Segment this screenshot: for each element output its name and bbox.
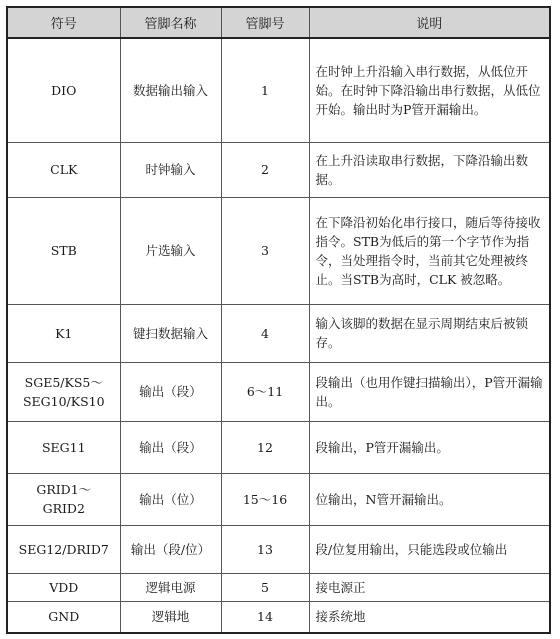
cell-symbol: VDD xyxy=(7,573,120,601)
cell-pin-number: 13 xyxy=(221,525,309,573)
cell-pin-name: 输出（段/位） xyxy=(120,525,221,573)
cell-symbol: CLK xyxy=(7,142,120,197)
cell-pin-name: 逻辑电源 xyxy=(120,573,221,601)
cell-pin-name: 输出（段） xyxy=(120,362,221,421)
table-row xyxy=(7,473,550,525)
cell-description: 段输出（也用作键扫描输出），P管开漏输出。 xyxy=(309,362,550,421)
table-row xyxy=(7,601,550,633)
cell-pin-number: 15～16 xyxy=(221,473,309,525)
table-row xyxy=(7,197,550,304)
cell-description: 段输出，P管开漏输出。 xyxy=(309,421,550,473)
cell-pin-number: 3 xyxy=(221,197,309,304)
cell-description: 接电源正 xyxy=(309,573,550,601)
table-row xyxy=(7,362,550,421)
header-description: 说明 xyxy=(309,7,550,38)
header-symbol: 符号 xyxy=(7,7,120,38)
cell-pin-name: 数据输出输入 xyxy=(120,38,221,142)
cell-symbol: K1 xyxy=(7,304,120,362)
table-row xyxy=(7,525,550,573)
cell-description: 段/位复用输出，只能选段或位输出 xyxy=(309,525,550,573)
table-body xyxy=(7,38,550,633)
header-row xyxy=(7,7,550,38)
cell-pin-name: 输出（位） xyxy=(120,473,221,525)
cell-pin-number: 12 xyxy=(221,421,309,473)
header-pin-number: 管脚号 xyxy=(221,7,309,38)
cell-description: 接系统地 xyxy=(309,601,550,633)
cell-symbol: SGE5/KS5～ SEG10/KS10 xyxy=(7,362,120,421)
cell-symbol: SEG12/DRID7 xyxy=(7,525,120,573)
cell-symbol: DIO xyxy=(7,38,120,142)
pin-description-table xyxy=(6,6,551,634)
cell-pin-number: 1 xyxy=(221,38,309,142)
header-pin-name: 管脚名称 xyxy=(120,7,221,38)
cell-description: 在时钟上升沿输入串行数据，从低位开始。在时钟下降沿输出串行数据，从低位开始。输出时为P管开漏输出。 xyxy=(309,38,550,142)
cell-pin-number: 4 xyxy=(221,304,309,362)
cell-symbol: GRID1～ GRID2 xyxy=(7,473,120,525)
table-row xyxy=(7,421,550,473)
table-row xyxy=(7,573,550,601)
cell-description: 位输出，N管开漏输出。 xyxy=(309,473,550,525)
cell-symbol: SEG11 xyxy=(7,421,120,473)
cell-symbol: STB xyxy=(7,197,120,304)
table-row xyxy=(7,304,550,362)
cell-description: 输入该脚的数据在显示周期结束后被锁存。 xyxy=(309,304,550,362)
table-row xyxy=(7,142,550,197)
table-row xyxy=(7,38,550,142)
cell-description: 在上升沿读取串行数据，下降沿输出数据。 xyxy=(309,142,550,197)
cell-description: 在下降沿初始化串行接口，随后等待接收指令。STB为低后的第一个字节作为指令，当处理指令时，当前其它处理被终止。当STB为高时，CLK 被忽略。 xyxy=(309,197,550,304)
cell-pin-name: 片选输入 xyxy=(120,197,221,304)
table-header xyxy=(7,7,550,38)
cell-symbol: GND xyxy=(7,601,120,633)
cell-pin-number: 5 xyxy=(221,573,309,601)
cell-pin-name: 输出（段） xyxy=(120,421,221,473)
cell-pin-name: 逻辑地 xyxy=(120,601,221,633)
cell-pin-name: 键扫数据输入 xyxy=(120,304,221,362)
cell-pin-number: 2 xyxy=(221,142,309,197)
cell-pin-number: 6～11 xyxy=(221,362,309,421)
cell-pin-number: 14 xyxy=(221,601,309,633)
cell-pin-name: 时钟输入 xyxy=(120,142,221,197)
